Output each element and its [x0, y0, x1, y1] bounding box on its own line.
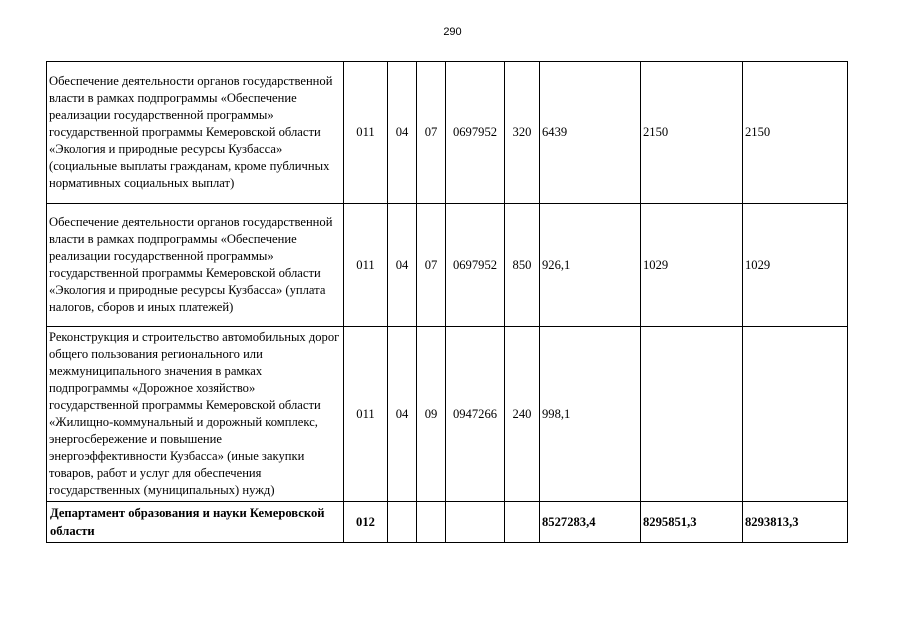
expense-type-code: 240 [505, 327, 540, 502]
amount-3: 1029 [743, 204, 848, 327]
total-amount-3: 8293813,3 [743, 502, 848, 543]
subsection-code [417, 502, 446, 543]
budget-table [46, 61, 848, 543]
subsection-code: 09 [417, 327, 446, 502]
amount-2: 2150 [641, 62, 743, 204]
amount-1: 926,1 [540, 204, 641, 327]
subsection-code: 07 [417, 204, 446, 327]
table-row [47, 204, 848, 327]
expense-type-code: 320 [505, 62, 540, 204]
ministry-code: 011 [344, 327, 388, 502]
page-number: 290 [443, 26, 462, 38]
total-description: Департамент образования и науки Кемеровской области [47, 502, 344, 543]
table-row [47, 62, 848, 204]
table-row [47, 327, 848, 502]
row-description: Обеспечение деятельности органов государственной власти в рамках подпрограммы «Обеспечение реализации государственной программы» государственной программы Кемеровской области «Экология и природные ресурсы Кузбасса» (уплата налогов, сборов и иных платежей) [47, 204, 344, 327]
amount-3: 2150 [743, 62, 848, 204]
section-code: 04 [388, 62, 417, 204]
ministry-code: 011 [344, 204, 388, 327]
section-code: 04 [388, 204, 417, 327]
target-article-code: 0947266 [446, 327, 505, 502]
amount-3 [743, 327, 848, 502]
target-article-code: 0697952 [446, 62, 505, 204]
amount-1: 998,1 [540, 327, 641, 502]
section-code: 04 [388, 327, 417, 502]
target-article-code: 0697952 [446, 204, 505, 327]
row-description: Обеспечение деятельности органов государственной власти в рамках подпрограммы «Обеспечение реализации государственной программы» государственной программы Кемеровской области «Экология и природные ресурсы Кузбасса» (социальные выплаты гражданам, кроме публичных нормативных социальных выплат) [47, 62, 344, 204]
ministry-code: 011 [344, 62, 388, 204]
row-description: Реконструкция и строительство автомобильных дорог общего пользования регионального или межмуниципального значения в рамках подпрограммы «Дорожное хозяйство» государственной программы Кемеровской области «Жилищно-коммунальный и дорожный комплекс, энергосбережение и повышение энергоэффективности Кузбасса» (иные закупки товаров, работ и услуг для обеспечения государственных (муниципальных) нужд) [47, 327, 344, 502]
amount-2 [641, 327, 743, 502]
amount-2: 1029 [641, 204, 743, 327]
expense-type-code: 850 [505, 204, 540, 327]
total-amount-1: 8527283,4 [540, 502, 641, 543]
subsection-code: 07 [417, 62, 446, 204]
total-amount-2: 8295851,3 [641, 502, 743, 543]
amount-1: 6439 [540, 62, 641, 204]
ministry-code: 012 [344, 502, 388, 543]
target-article-code [446, 502, 505, 543]
expense-type-code [505, 502, 540, 543]
table-row-total [47, 502, 848, 543]
section-code [388, 502, 417, 543]
